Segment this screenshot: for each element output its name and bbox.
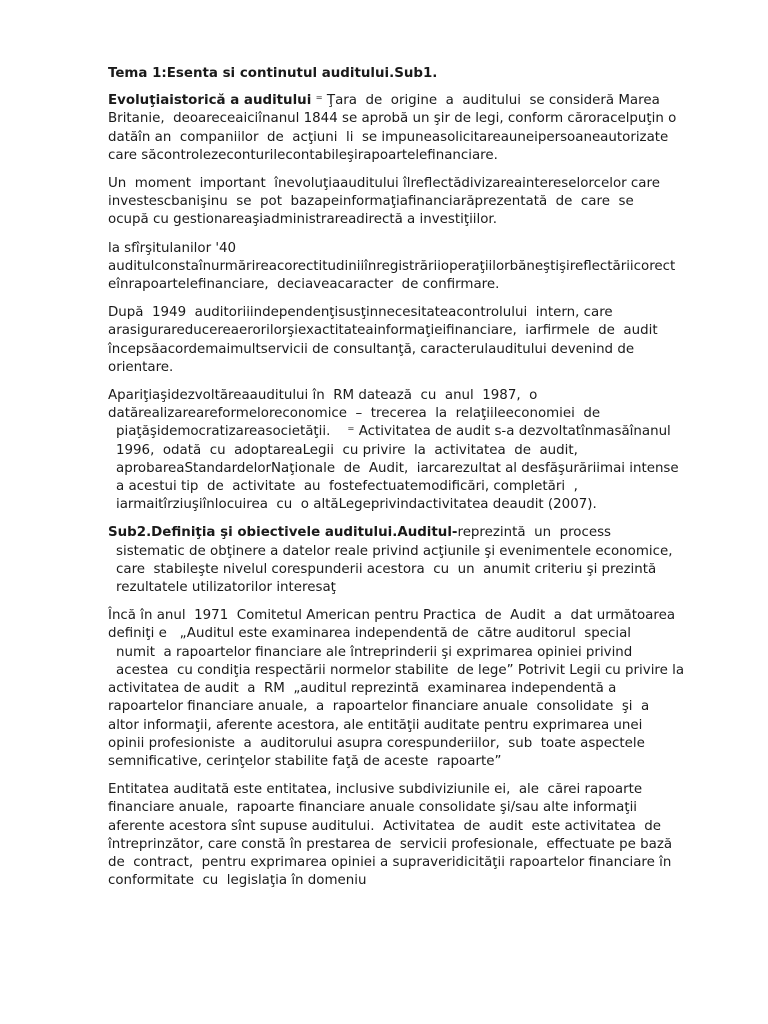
text-line: de contract, pentru exprimarea opiniei a supraveridicităţii rapoartelor financiare în <box>108 854 672 870</box>
document-body <box>108 65 713 900</box>
text-line: ocupă cu gestionareaşiadministrareadirectă a investiţiilor. <box>108 212 497 228</box>
text-line: sistematic de obţinere a datelor reale privind acţiunile şi evenimentele economice, <box>116 543 673 559</box>
text-line: a acestui tip de activitate au fostefectuatemodificări, completări , <box>116 479 578 495</box>
text-line: opinii profesioniste a auditorului asupra corespunderiilor, sub toate aspectele <box>108 735 645 751</box>
text-line: aprobareaStandardelorNaţionale de Audit, iarcarezultat al desfăşurăriimai intense <box>116 460 679 476</box>
text-line: piaţăşidemocratizareasocietăţii. ⁼ Activitatea de audit s-a dezvoltatînmasăînanul <box>116 424 671 440</box>
text-line: Încă în anul 1971 Comitetul American pentru Practica de Audit a dat următoarea <box>108 608 676 624</box>
paragraph <box>108 607 713 771</box>
document-title: Tema 1:Esenta si continutul auditului.Sub1. <box>108 66 438 81</box>
text-line: datărealizareareformeloreconomice – trecerea la relaţiileeconomiei de <box>108 406 601 422</box>
paragraph <box>108 92 713 165</box>
line-text: reprezintă un process <box>457 525 612 541</box>
text-line: 1996, odată cu adoptareaLegii cu privire la activitatea de audit, <box>116 442 578 458</box>
text-line: investescbanişinu se pot bazapeinformaţiafinanciarăprezentată de care se <box>108 194 634 210</box>
text-line: Un moment important înevoluţiaauditului îlreflectădivizareaintereselorcelor care <box>108 176 660 192</box>
text-line: acestea cu condiţia respectării normelor stabilite de lege” Potrivit Legii cu privire la <box>116 662 685 678</box>
paragraph <box>108 304 713 377</box>
text-line: aferente acestora sînt supuse auditului. Activitatea de audit este activitatea de <box>108 818 662 834</box>
text-line: După 1949 auditoriiindependenţisusţinnecesitateacontrolului intern, care <box>108 305 613 321</box>
paragraph <box>108 175 713 230</box>
text-line: care stabileşte nivelul corespunderii acestora cu un anumit criteriu şi prezintă <box>116 561 657 577</box>
text-line: rapoartelor financiare anuale, a rapoartelor financiare anuale consolidate şi a <box>108 699 650 715</box>
paragraph-list <box>108 92 713 890</box>
text-line: iarmaitîrziuşiînlocuirea cu o altăLegeprivindactivitatea deaudit (2007). <box>116 497 597 513</box>
text-line: definiţi e „Auditul este examinarea independentă de către auditorul special <box>108 626 632 642</box>
text-line: începsăacordemaimultservicii de consultanţă, caracterulauditului devenind de <box>108 341 635 357</box>
text-line: numit a rapoartelor financiare ale întreprinderii şi exprimarea opiniei privind <box>116 644 633 660</box>
text-line: Britanie, deoareceaiciînanul 1844 se aprobă un şir de legi, conform căroracelpuţin o <box>108 111 677 127</box>
paragraph <box>108 387 713 514</box>
text-line: orientare. <box>108 359 174 375</box>
text-line: auditulconstaînurmărireacorectitudiniiînregistrăriioperaţiilorbăneştişireflectăriicorect <box>108 258 676 274</box>
text-line <box>108 92 713 110</box>
text-line <box>108 524 713 542</box>
paragraph <box>108 781 713 890</box>
text-line: rezultatele utilizatorilor interesaţ <box>116 580 336 596</box>
text-line: conformitate cu legislaţia în domeniu <box>108 873 367 889</box>
text-line: la sfîrşitulanilor '40 <box>108 240 237 256</box>
text-line: arasigurareducereaerorilorşiexactitateainformaţieifinanciare, iarfirmele de audit <box>108 323 658 339</box>
text-line: financiare anuale, rapoarte financiare anuale consolidate şi/sau alte informaţii <box>108 800 638 816</box>
text-line: Entitatea auditată este entitatea, inclusive subdiviziunile ei, ale cărei rapoarte <box>108 782 643 798</box>
text-line: activitatea de audit a RM „auditul reprezintă examinarea independentă a <box>108 681 617 697</box>
paragraph <box>108 240 713 295</box>
text-line: Apariţiaşidezvoltăreaauditului în RM datează cu anul 1987, o <box>108 388 538 404</box>
text-line: altor informaţii, aferente acestora, ale entităţii auditate pentru exprimarea unei <box>108 717 643 733</box>
text-line: semnificative, cerinţelor stabilite faţă de aceste rapoarte” <box>108 753 502 769</box>
bold-heading: Evoluţiaistorică a auditului <box>108 93 312 109</box>
bold-heading: Sub2.Definiţia şi obiectivele auditului.Auditul- <box>108 525 458 541</box>
text-line: datăîn an companiilor de acţiuni li se impuneasolicitareauneipersoaneautorizate <box>108 129 669 145</box>
paragraph <box>108 524 713 597</box>
text-line: care săcontrolezeconturilecontabileşirapoartelefinanciare. <box>108 147 498 163</box>
line-text: ⁼ Ţara de origine a auditului se consideră Marea <box>311 93 660 109</box>
text-line: întreprinzător, care constă în prestarea de servicii profesionale, effectuate pe bază <box>108 836 673 852</box>
text-line: eînrapoartelefinanciare, deciaveacaracter de confirmare. <box>108 277 500 293</box>
